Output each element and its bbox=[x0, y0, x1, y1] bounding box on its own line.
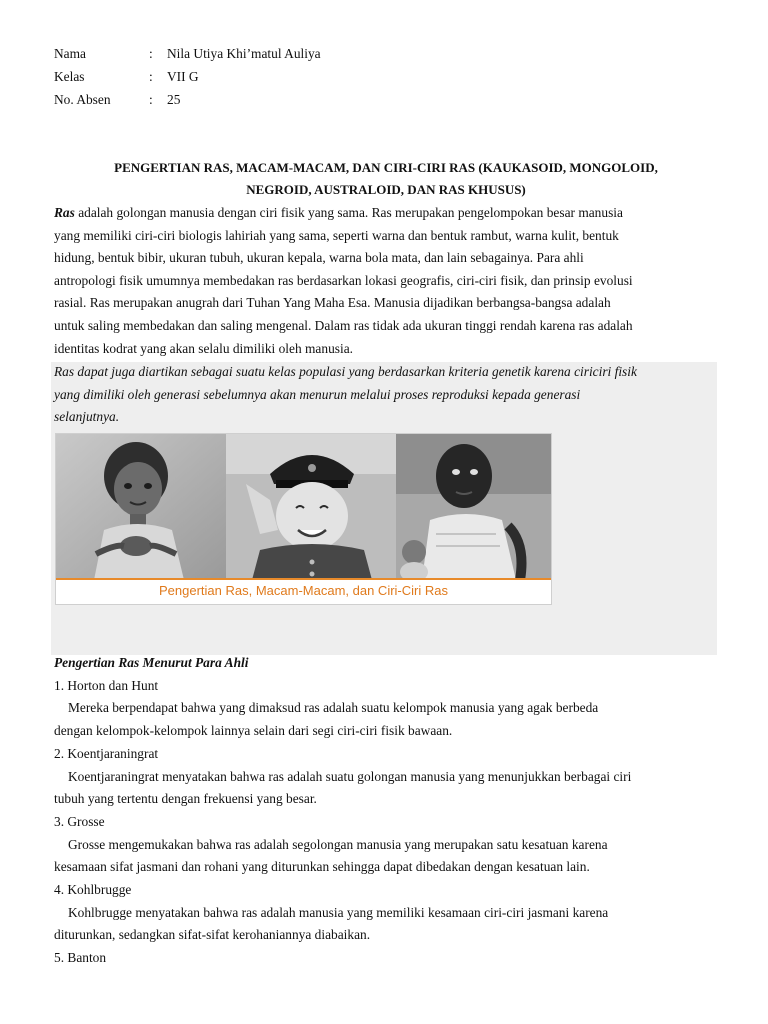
intro-line: antropologi fisik umumnya membedakan ras berdasarkan lokasi geografis, ciri-ciri fisik, dan prinsip evolusi bbox=[54, 272, 633, 288]
intro-line: identitas kodrat yang akan selalu dimiliki oleh manusia. bbox=[54, 340, 353, 356]
name-value: Nila Utiya Khi’matul Auliya bbox=[167, 46, 321, 61]
absen-value: 25 bbox=[167, 92, 181, 107]
intro-line: untuk saling membedakan dan saling mengenal. Dalam ras tidak ada ukuran tinggi rendah karena ras adalah bbox=[54, 317, 633, 333]
expert-title: 4. Kohlbrugge bbox=[54, 882, 132, 897]
class-label: Kelas bbox=[54, 69, 85, 84]
intro-line: yang memiliki ciri-ciri biologis lahiriah yang sama, seperti warna dan bentuk rambut, warna kulit, bentuk bbox=[54, 227, 619, 243]
intro-line: rasial. Ras merupakan anugrah dari Tuhan Yang Maha Esa. Manusia dijadikan berbangsa-bangsa adalah bbox=[54, 295, 611, 311]
expert-line: Kohlbrugge menyatakan bahwa ras adalah manusia yang memiliki kesamaan ciri-ciri jasmani karena bbox=[68, 905, 609, 920]
intro-line bbox=[54, 202, 718, 225]
photo-boy-saluting bbox=[226, 434, 396, 580]
expert-title: 5. Banton bbox=[54, 950, 107, 965]
italic-line: Ras dapat juga diartikan sebagai suatu kelas populasi yang berdasarkan kriteria genetik karena ciriciri fisik bbox=[54, 364, 637, 379]
expert-line: Mereka berpendapat bahwa yang dimaksud ras adalah suatu kelompok manusia yang agak berbeda bbox=[68, 700, 599, 715]
expert-title: 2. Koentjaraningrat bbox=[54, 746, 159, 761]
photo-girl bbox=[56, 434, 226, 580]
italic-line: yang dimiliki oleh generasi sebelumnya akan menurun melalui proses reproduksi kepada generasi bbox=[54, 386, 581, 402]
expert-title: 3. Grosse bbox=[54, 814, 105, 829]
expert-line: diturunkan, sedangkan sifat-sifat kerohaniannya diabaikan. bbox=[54, 927, 371, 942]
expert-line: Koentjaraningrat menyatakan bahwa ras adalah suatu golongan manusia yang menunjukkan berbagai ciri bbox=[68, 769, 632, 784]
name-label: Nama bbox=[54, 46, 86, 61]
title-line-1: PENGERTIAN RAS, MACAM-MACAM, DAN CIRI-CIRI RAS (KAUKASOID, MONGOLOID, bbox=[114, 160, 658, 175]
photo-child-with-doll bbox=[396, 434, 551, 580]
absen-colon: : bbox=[149, 92, 153, 107]
experts-heading: Pengertian Ras Menurut Para Ahli bbox=[54, 655, 249, 670]
italic-line: selanjutnya. bbox=[54, 409, 120, 425]
absen-label: No. Absen bbox=[54, 92, 111, 107]
class-value: VII G bbox=[167, 69, 199, 84]
race-banner-image bbox=[55, 433, 552, 605]
intro-line-text: adalah golongan manusia dengan ciri fisik yang sama. Ras merupakan pengelompokan besar manusia bbox=[74, 205, 623, 220]
expert-title: 1. Horton dan Hunt bbox=[54, 678, 159, 693]
italic-definition bbox=[54, 361, 718, 429]
intro-line: hidung, bentuk bibir, ukuran tubuh, ukuran kepala, warna bola mata, dan lain sebagainya. Para ahli bbox=[54, 250, 584, 266]
expert-line: Grosse mengemukakan bahwa ras adalah segolongan manusia yang merupakan satu kesatuan karena bbox=[68, 837, 608, 852]
expert-line: dengan kelompok-kelompok lainnya selain dari segi ciri-ciri fisik bawaan. bbox=[54, 723, 453, 738]
name-colon: : bbox=[149, 46, 153, 61]
intro-paragraph bbox=[54, 202, 718, 360]
expert-line: kesamaan sifat jasmani dan rohani yang diturunkan sehingga dapat dibedakan dengan kesatuan lain. bbox=[54, 859, 590, 874]
banner-caption: Pengertian Ras, Macam-Macam, dan Ciri-Ciri Ras bbox=[56, 578, 551, 604]
intro-lead-word: Ras bbox=[54, 205, 75, 220]
expert-line: tubuh yang tertentu dengan frekuensi yang besar. bbox=[54, 791, 317, 806]
title-line-2: NEGROID, AUSTRALOID, DAN RAS KHUSUS) bbox=[246, 182, 526, 197]
document-title bbox=[54, 157, 718, 201]
class-colon: : bbox=[149, 69, 153, 84]
